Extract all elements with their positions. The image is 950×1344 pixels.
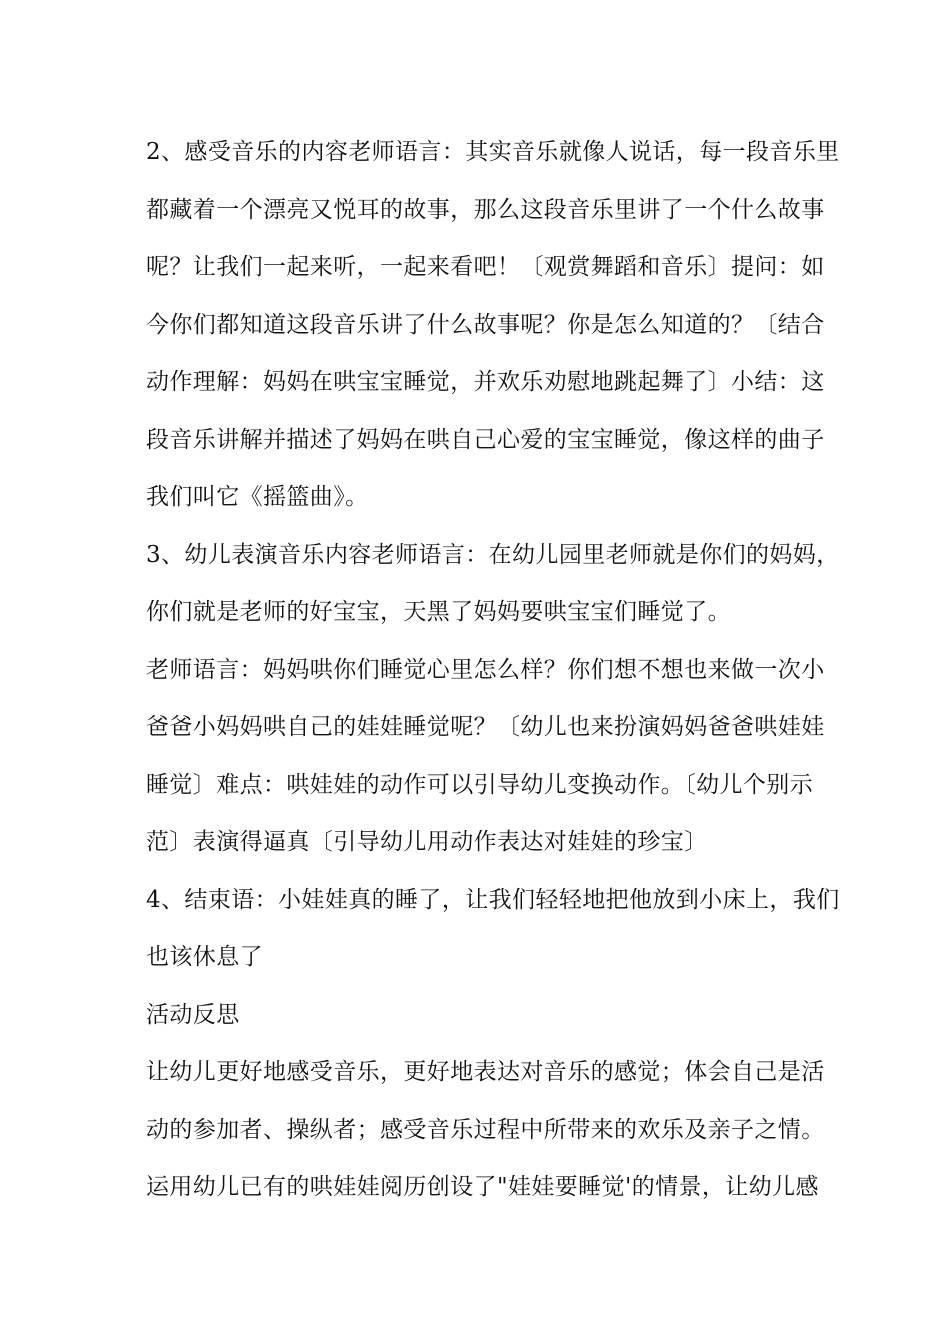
document-body bbox=[146, 130, 840, 1223]
text-line: 睡觉〕难点：哄娃娃的动作可以引导幼儿变换动作。〔幼儿个别示 bbox=[146, 771, 814, 798]
text-line: 2、感受音乐的内容老师语言：其实音乐就像人说话，每一段音乐里 bbox=[146, 139, 840, 165]
text-line: 今你们都知道这段音乐讲了什么故事呢？你是怎么知道的？〔结合 bbox=[146, 311, 825, 338]
text-line: 范〕表演得逼真〔引导幼儿用动作表达对娃娃的珍宝〕 bbox=[146, 829, 708, 855]
text-line: 4、结束语：小娃娃真的睡了，让我们轻轻地把他放到小床上，我们 bbox=[146, 886, 840, 913]
text-line: 也该休息了 bbox=[146, 944, 263, 970]
text-line: 动作理解：妈妈在哄宝宝睡觉，并欢乐劝慰地跳起舞了〕小结：这 bbox=[146, 369, 825, 395]
text-line: 段音乐讲解并描述了妈妈在哄自己心爱的宝宝睡觉，像这样的曲子 bbox=[146, 426, 825, 453]
text-line: 呢？让我们一起来听，一起来看吧！〔观赏舞蹈和音乐〕提问：如 bbox=[146, 254, 825, 280]
text-line: 让幼儿更好地感受音乐，更好地表达对音乐的感觉；体会自己是活 bbox=[146, 1059, 825, 1085]
text-line: 你们就是老师的好宝宝，天黑了妈妈要哄宝宝们睡觉了。 bbox=[146, 599, 731, 625]
text-line: 3、幼儿表演音乐内容老师语言：在幼儿园里老师就是你们的妈妈， bbox=[146, 541, 840, 568]
text-line: 我们叫它《摇篮曲》。 bbox=[146, 484, 369, 510]
section-heading: 活动反思 bbox=[146, 1001, 240, 1028]
text-line: 都藏着一个漂亮又悦耳的故事，那么这段音乐里讲了一个什么故事 bbox=[146, 196, 825, 223]
text-line: 老师语言：妈妈哄你们睡觉心里怎么样？你们想不想也来做一次小 bbox=[146, 656, 825, 683]
text-line: 爸爸小妈妈哄自己的娃娃睡觉呢？〔幼儿也来扮演妈妈爸爸哄娃娃 bbox=[146, 714, 825, 740]
text-line: 动的参加者、操纵者；感受音乐过程中所带来的欢乐及亲子之情。 bbox=[146, 1116, 825, 1143]
text-line: 运用幼儿已有的哄娃娃阅历创设了"娃娃要睡觉'的情景，让幼儿感 bbox=[146, 1174, 819, 1200]
